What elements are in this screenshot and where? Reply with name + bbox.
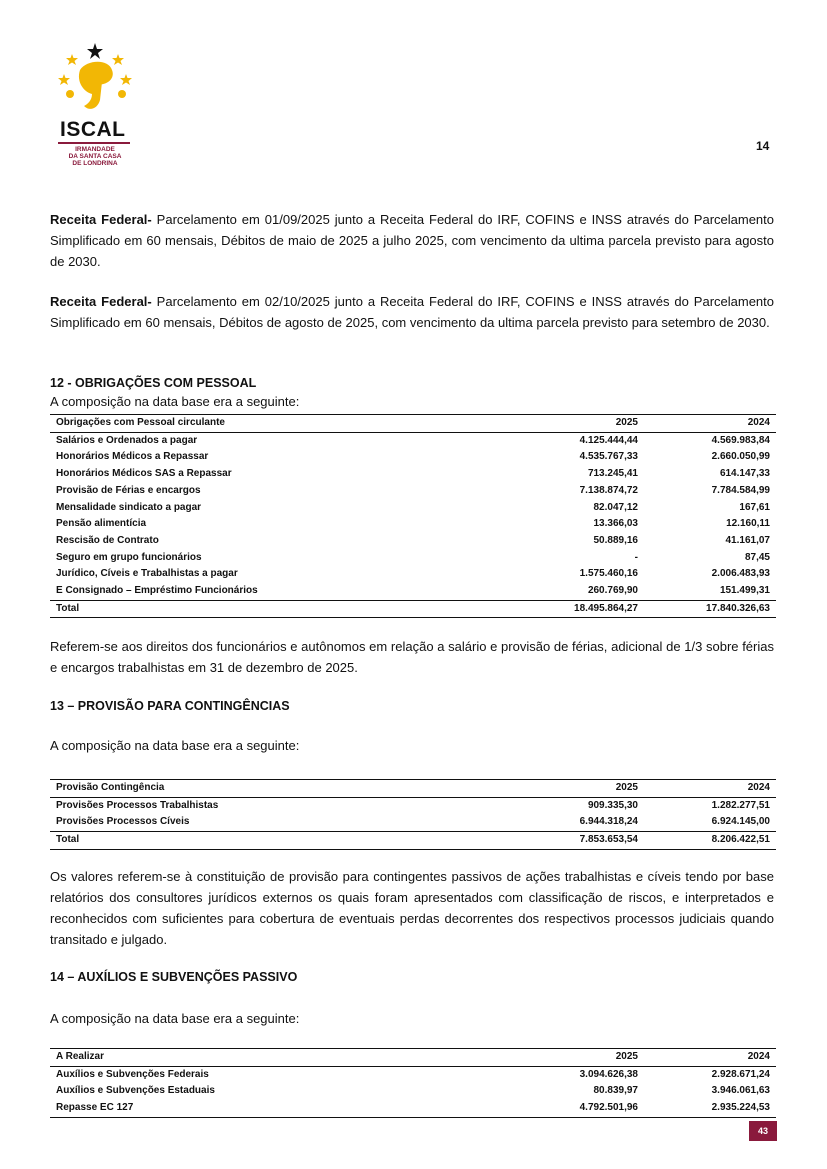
cell-value-2025: 50.889,16 <box>593 534 638 546</box>
cell-value-2024: 3.946.061,63 <box>711 1085 770 1097</box>
column-header-description: A Realizar <box>50 1049 512 1067</box>
column-header-description: Obrigações com Pessoal circulante <box>50 415 512 433</box>
cell-description: Honorários Médicos SAS a Repassar <box>56 468 232 480</box>
table-row <box>50 583 776 600</box>
logo-sub-line: DA SANTA CASA <box>68 153 122 160</box>
page-number: 14 <box>756 139 770 153</box>
table-row <box>50 533 776 550</box>
section-14-title: 14 – AUXÍLIOS E SUBVENÇÕES PASSIVO <box>50 970 298 984</box>
cell-value-2025: 82.047,12 <box>593 501 638 513</box>
cell-value-2025: 4.535.767,33 <box>579 451 638 463</box>
cell-description: Provisões Processos Trabalhistas <box>56 799 219 811</box>
logo-name: ISCAL <box>60 118 126 141</box>
table-row <box>50 797 776 814</box>
cell-description: Auxílios e Subvenções Federais <box>56 1068 209 1080</box>
column-header-2025: 2025 <box>512 1049 644 1067</box>
cell-description: Jurídico, Cíveis e Trabalhistas a pagar <box>56 568 238 580</box>
cell-value-2024: 4.569.983,84 <box>711 434 770 446</box>
cell-value-2025: 7.138.874,72 <box>579 484 638 496</box>
cell-value-2025: 3.094.626,38 <box>579 1068 638 1080</box>
table-obrigacoes-pessoal <box>50 414 776 618</box>
table-row <box>50 483 776 500</box>
cell-description: Auxílios e Subvenções Estaduais <box>56 1085 215 1097</box>
table-row <box>50 566 776 583</box>
cell-description: Mensalidade sindicato a pagar <box>56 501 202 513</box>
table-row <box>50 550 776 567</box>
cell-value-2024: 7.784.584,99 <box>711 484 770 496</box>
cell-value-2025: 4.792.501,96 <box>512 1100 644 1117</box>
table-auxilios-subvencoes <box>50 1048 776 1118</box>
cell-value-2025: 80.839,97 <box>593 1085 638 1097</box>
cell-value-2025: 13.366,03 <box>593 518 638 530</box>
logo-emblem-icon <box>50 40 140 120</box>
cell-description: Repasse EC 127 <box>50 1100 512 1117</box>
table-row <box>50 516 776 533</box>
column-header-2024: 2024 <box>644 1049 776 1067</box>
paragraph-receita-2 <box>50 291 774 333</box>
table-header-row <box>50 1049 776 1067</box>
cell-description: Provisão de Férias e encargos <box>56 484 201 496</box>
table-row <box>50 500 776 517</box>
cell-description: Honorários Médicos a Repassar <box>56 451 209 463</box>
cell-value-2024: 167,61 <box>739 501 770 513</box>
section-12-intro: A composição na data base era a seguinte: <box>50 394 300 409</box>
column-header-2024: 2024 <box>644 415 776 433</box>
cell-value-2025: 7.853.653,54 <box>512 832 644 850</box>
cell-value-2024: 614.147,33 <box>719 468 770 480</box>
logo-sub-line: IRMANDADE <box>75 146 115 153</box>
cell-description: Salários e Ordenados a pagar <box>56 434 198 446</box>
table-total-row <box>50 832 776 850</box>
logo-subtitle <box>52 146 138 167</box>
column-header-description: Provisão Contingência <box>50 780 512 798</box>
cell-value-2024: 6.924.145,00 <box>711 816 770 828</box>
cell-value-2024: 2.935.224,53 <box>644 1100 776 1117</box>
cell-value-2024: 151.499,31 <box>719 585 770 597</box>
cell-value-2024: 8.206.422,51 <box>644 832 776 850</box>
cell-value-2024: 87,45 <box>744 551 770 563</box>
logo-sub-line: DE LONDRINA <box>72 160 118 167</box>
table-row <box>50 432 776 449</box>
table-provisao-contingencias <box>50 779 776 850</box>
cell-value-2025: 18.495.864,27 <box>512 600 644 618</box>
table-row <box>50 1100 776 1117</box>
cell-description: E Consignado – Empréstimo Funcionários <box>56 585 258 597</box>
section-12-title: 12 - OBRIGAÇÕES COM PESSOAL <box>50 376 257 390</box>
paragraph-text: Parcelamento em 01/09/2025 junto a Receita Federal do IRF, COFINS e INSS através do Parcelamento Simplificado em 60 mensais, Débitos de maio de 2025 a julho 2025, com vencimento da ultima parcela previsto para agosto de 2030. <box>50 212 775 269</box>
iscal-logo <box>50 40 140 170</box>
cell-value-2025: 713.245,41 <box>587 468 638 480</box>
column-header-2025: 2025 <box>512 415 644 433</box>
cell-description: Provisões Processos Cíveis <box>56 816 190 828</box>
column-header-2025: 2025 <box>512 780 644 798</box>
cell-value-2024: 2.006.483,93 <box>711 568 770 580</box>
cell-value-2024: 1.282.277,51 <box>711 799 770 811</box>
paragraph-receita-1 <box>50 209 774 272</box>
cell-value-2024: 2.928.671,24 <box>711 1068 770 1080</box>
table-row <box>50 466 776 483</box>
section-13-note: Os valores referem-se à constituição de provisão para contingentes passivos de ações trabalhistas e cíveis tendo por base relatórios dos consultores jurídicos externos os quais foram apresentados com classificação de riscos, e interpretados e reconhecidos com suficientes para cobertura de eventuais perdas decorrentes dos respectivos processos judiciais quando transitado e julgado. <box>50 869 774 947</box>
cell-description: Total <box>50 600 512 618</box>
table-row <box>50 1083 776 1100</box>
cell-value-2024: 41.161,07 <box>725 534 770 546</box>
cell-value-2024: 2.660.050,99 <box>711 451 770 463</box>
cell-description: Seguro em grupo funcionários <box>56 551 202 563</box>
section-13-title: 13 – PROVISÃO PARA CONTINGÊNCIAS <box>50 699 290 713</box>
table-header-row <box>50 780 776 798</box>
cell-value-2025: 1.575.460,16 <box>579 568 638 580</box>
table-row <box>50 449 776 466</box>
paragraph-lead: Receita Federal- <box>50 212 152 227</box>
cell-value-2025: 6.944.318,24 <box>579 816 638 828</box>
cell-value-2025: 260.769,90 <box>587 585 638 597</box>
section-13-intro: A composição na data base era a seguinte: <box>50 738 300 753</box>
cell-description: Total <box>50 832 512 850</box>
cell-description: Pensão alimentícia <box>56 518 147 530</box>
table-row <box>50 814 776 831</box>
cell-value-2025: 4.125.444,44 <box>579 434 638 446</box>
paragraph-text: Parcelamento em 02/10/2025 junto a Receita Federal do IRF, COFINS e INSS através do Parcelamento Simplificado em 60 mensais, Débitos de agosto de 2025, com vencimento da ultima parcela previsto para setembro de 2030. <box>50 294 775 330</box>
section-14-intro: A composição na data base era a seguinte: <box>50 1011 300 1026</box>
cell-value-2024: 12.160,11 <box>726 518 770 530</box>
table-total-row <box>50 600 776 618</box>
section-12-note: Referem-se aos direitos dos funcionários e autônomos em relação a salário e provisão de férias, adicional de 1/3 sobre férias e encargos trabalhistas em 31 de dezembro de 2025. <box>50 639 774 675</box>
logo-divider <box>58 142 130 144</box>
footer-page-badge: 43 <box>749 1121 777 1141</box>
column-header-2024: 2024 <box>644 780 776 798</box>
table-header-row <box>50 415 776 433</box>
paragraph-lead: Receita Federal- <box>50 294 152 309</box>
cell-value-2025: 909.335,30 <box>587 799 638 811</box>
table-row <box>50 1066 776 1083</box>
cell-value-2024: 17.840.326,63 <box>644 600 776 618</box>
cell-description: Rescisão de Contrato <box>56 534 159 546</box>
cell-value-2025: - <box>634 551 638 563</box>
